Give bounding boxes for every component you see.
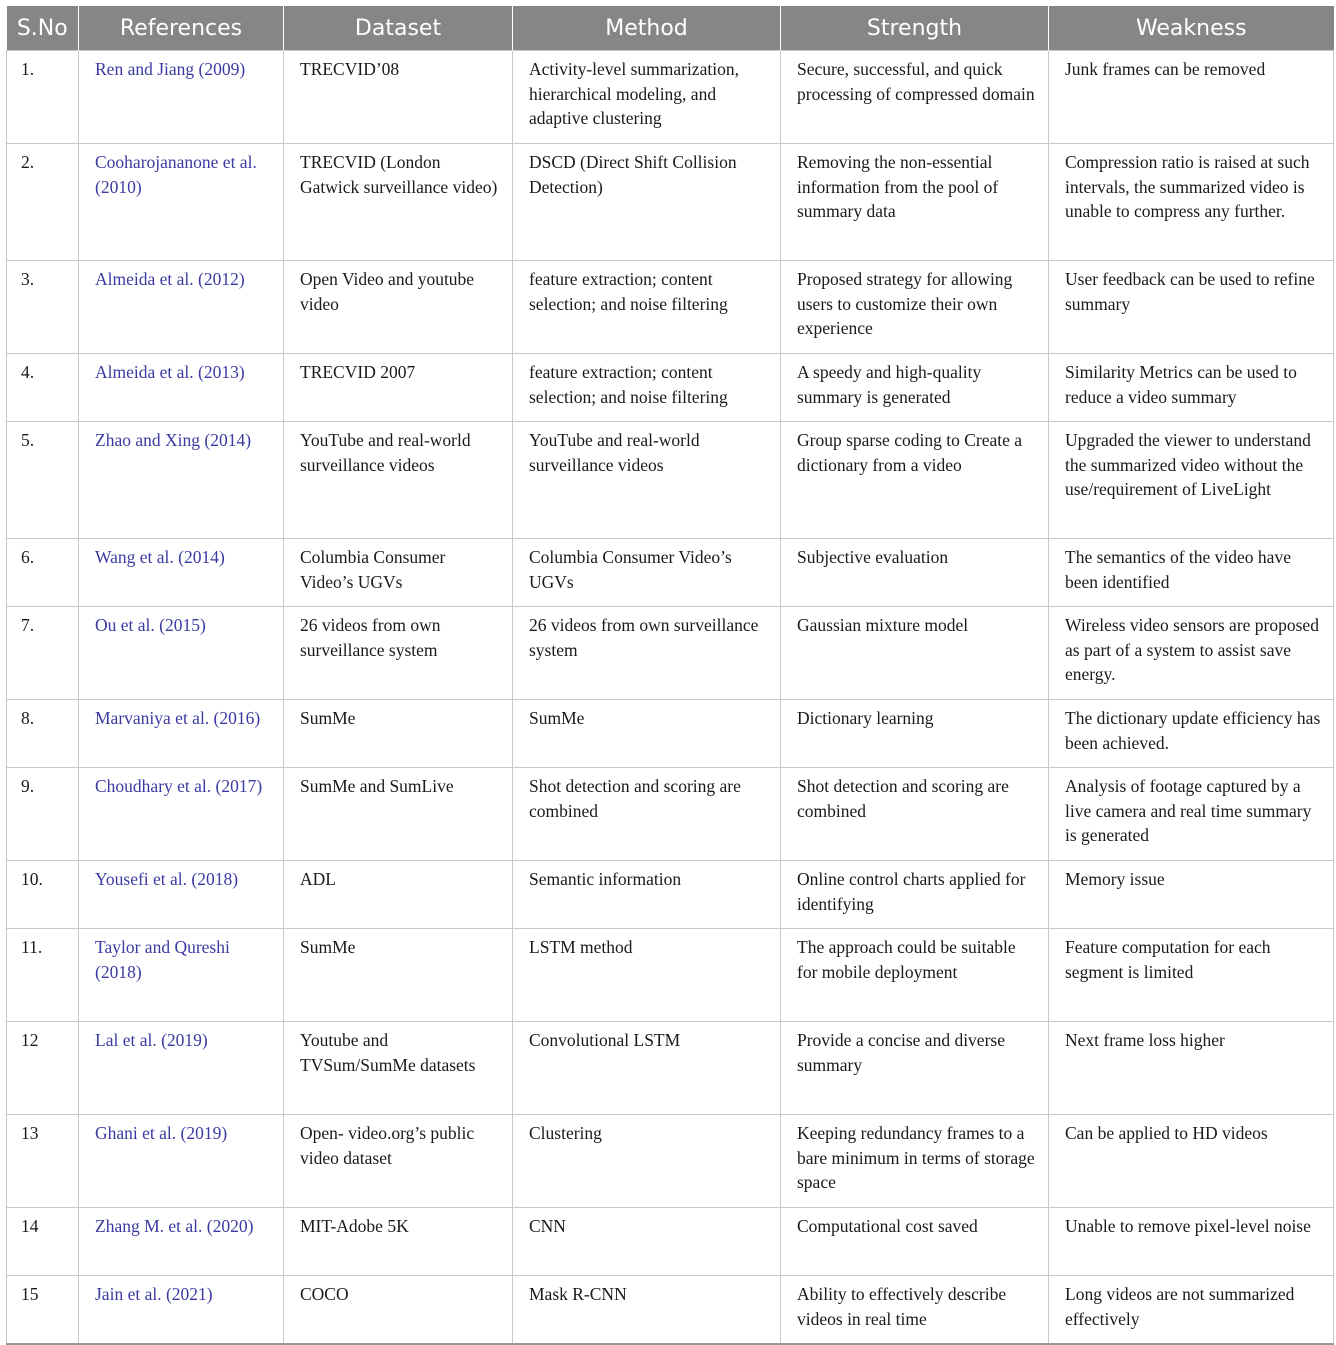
reference-year-link[interactable]: 2019 — [186, 1123, 222, 1143]
sno-cell: 13 — [7, 1115, 79, 1208]
reference-cell — [79, 1022, 284, 1115]
method-cell: DSCD (Direct Shift Collision Detection) — [513, 144, 781, 261]
table-row — [7, 768, 1334, 861]
reference-cell — [79, 354, 284, 422]
reference-year-link[interactable]: 2019 — [166, 1030, 202, 1050]
strength-cell: Group sparse coding to Create a dictionary from a video — [781, 422, 1049, 539]
weakness-cell: Compression ratio is raised at such intervals, the summarized video is unable to compress any further. — [1049, 144, 1334, 261]
reference-authors-link[interactable]: Almeida et al. ( — [95, 362, 204, 382]
method-cell: Shot detection and scoring are combined — [513, 768, 781, 861]
dataset-cell: SumMe — [284, 929, 513, 1022]
header-weakness: Weakness — [1049, 6, 1334, 51]
strength-cell: Provide a concise and diverse summary — [781, 1022, 1049, 1115]
table-row — [7, 354, 1334, 422]
reference-cell — [79, 607, 284, 700]
sno-cell: 9. — [7, 768, 79, 861]
strength-cell: Secure, successful, and quick processing of compressed domain — [781, 51, 1049, 144]
weakness-cell: Long videos are not summarized effectively — [1049, 1276, 1334, 1344]
reference-cell — [79, 768, 284, 861]
references-table — [6, 6, 1334, 1345]
sno-cell: 14 — [7, 1208, 79, 1276]
method-cell: feature extraction; content selection; and noise filtering — [513, 261, 781, 354]
sno-cell: 2. — [7, 144, 79, 261]
table-row — [7, 422, 1334, 539]
reference-authors-link[interactable]: Taylor and Qureshi ( — [95, 937, 230, 982]
reference-cell — [79, 861, 284, 929]
table-row — [7, 1115, 1334, 1208]
reference-authors-link[interactable]: Jain et al. ( — [95, 1284, 172, 1304]
method-cell: 26 videos from own surveillance system — [513, 607, 781, 700]
reference-year-link[interactable]: 2018 — [197, 869, 233, 889]
table-row — [7, 861, 1334, 929]
reference-authors-link[interactable]: Wang et al. ( — [95, 547, 184, 567]
sno-cell: 7. — [7, 607, 79, 700]
dataset-cell: YouTube and real-world surveillance videos — [284, 422, 513, 539]
dataset-cell: MIT-Adobe 5K — [284, 1208, 513, 1276]
dataset-cell: Open- video.org’s public video dataset — [284, 1115, 513, 1208]
reference-year-link[interactable]: 2020 — [212, 1216, 248, 1236]
reference-authors-link[interactable]: Ghani et al. ( — [95, 1123, 187, 1143]
sno-cell: 10. — [7, 861, 79, 929]
reference-cell — [79, 539, 284, 607]
weakness-cell: Upgraded the viewer to understand the summarized video without the use/requirement of LiveLight — [1049, 422, 1334, 539]
reference-cell — [79, 144, 284, 261]
weakness-cell: Analysis of footage captured by a live camera and real time summary is generated — [1049, 768, 1334, 861]
method-cell: Clustering — [513, 1115, 781, 1208]
table-row — [7, 700, 1334, 768]
sno-cell: 5. — [7, 422, 79, 539]
reference-close-paren: ) — [218, 547, 225, 567]
method-cell: Columbia Consumer Video’s UGVs — [513, 539, 781, 607]
reference-authors-link[interactable]: Ou et al. ( — [95, 615, 165, 635]
strength-cell: Ability to effectively describe videos in real time — [781, 1276, 1049, 1344]
reference-close-paren: ) — [206, 1284, 213, 1304]
reference-cell — [79, 1115, 284, 1208]
reference-authors-link[interactable]: Yousefi et al. ( — [95, 869, 198, 889]
reference-cell — [79, 51, 284, 144]
reference-year-link[interactable]: 2017 — [221, 776, 257, 796]
header-strength: Strength — [781, 6, 1049, 51]
reference-close-paren: ) — [256, 776, 263, 796]
reference-close-paren: ) — [254, 708, 261, 728]
sno-cell: 4. — [7, 354, 79, 422]
sno-cell: 11. — [7, 929, 79, 1022]
weakness-cell: Similarity Metrics can be used to reduce a video summary — [1049, 354, 1334, 422]
reference-close-paren: ) — [247, 1216, 254, 1236]
method-cell: Convolutional LSTM — [513, 1022, 781, 1115]
reference-close-paren: ) — [239, 59, 246, 79]
method-cell: Mask R-CNN — [513, 1276, 781, 1344]
strength-cell: A speedy and high-quality summary is generated — [781, 354, 1049, 422]
reference-authors-link[interactable]: Almeida et al. ( — [95, 269, 204, 289]
reference-close-paren: ) — [232, 869, 239, 889]
reference-year-link[interactable]: 2009 — [204, 59, 240, 79]
header-method: Method — [513, 6, 781, 51]
reference-year-link[interactable]: 2013 — [203, 362, 239, 382]
reference-close-paren: ) — [221, 1123, 228, 1143]
reference-cell — [79, 700, 284, 768]
reference-close-paren: ) — [199, 615, 206, 635]
reference-authors-link[interactable]: Choudhary et al. ( — [95, 776, 222, 796]
strength-cell: Keeping redundancy frames to a bare minimum in terms of storage space — [781, 1115, 1049, 1208]
table-row — [7, 144, 1334, 261]
dataset-cell: TRECVID’08 — [284, 51, 513, 144]
reference-year-link[interactable]: 2015 — [164, 615, 200, 635]
table-row — [7, 1276, 1334, 1344]
dataset-cell: SumMe and SumLive — [284, 768, 513, 861]
dataset-cell: TRECVID 2007 — [284, 354, 513, 422]
reference-authors-link[interactable]: Lal et al. ( — [95, 1030, 167, 1050]
reference-authors-link[interactable]: Marvaniya et al. ( — [95, 708, 220, 728]
weakness-cell: The semantics of the video have been identified — [1049, 539, 1334, 607]
sno-cell: 12 — [7, 1022, 79, 1115]
sno-cell: 6. — [7, 539, 79, 607]
table-row — [7, 261, 1334, 354]
method-cell: Activity-level summarization, hierarchical modeling, and adaptive clustering — [513, 51, 781, 144]
weakness-cell: Can be applied to HD videos — [1049, 1115, 1334, 1208]
strength-cell: Subjective evaluation — [781, 539, 1049, 607]
dataset-cell: TRECVID (London Gatwick surveillance video) — [284, 144, 513, 261]
reference-year-link[interactable]: 2014 — [183, 547, 219, 567]
header-row — [7, 6, 1334, 51]
reference-year-link[interactable]: 2021 — [171, 1284, 207, 1304]
reference-authors-link[interactable]: Zhao and Xing ( — [95, 430, 211, 450]
sno-cell: 8. — [7, 700, 79, 768]
reference-authors-link[interactable]: Zhang M. et al. ( — [95, 1216, 213, 1236]
strength-cell: The approach could be suitable for mobile deployment — [781, 929, 1049, 1022]
reference-cell — [79, 929, 284, 1022]
reference-cell — [79, 1208, 284, 1276]
table-row — [7, 929, 1334, 1022]
reference-close-paren: ) — [238, 269, 245, 289]
strength-cell: Removing the non-essential information from the pool of summary data — [781, 144, 1049, 261]
reference-close-paren: ) — [135, 176, 142, 197]
weakness-cell: Unable to remove pixel-level noise — [1049, 1208, 1334, 1276]
reference-year-link[interactable]: 2012 — [203, 269, 239, 289]
strength-cell: Online control charts applied for identifying — [781, 861, 1049, 929]
table-row — [7, 1208, 1334, 1276]
method-cell: YouTube and real-world surveillance videos — [513, 422, 781, 539]
header-sno: S.No — [7, 6, 79, 51]
table-row — [7, 1022, 1334, 1115]
weakness-cell: Next frame loss higher — [1049, 1022, 1334, 1115]
strength-cell: Proposed strategy for allowing users to customize their own experience — [781, 261, 1049, 354]
reference-authors-link[interactable]: Ren and Jiang ( — [95, 59, 205, 79]
table-header — [7, 6, 1334, 51]
sno-cell: 1. — [7, 51, 79, 144]
reference-year-link[interactable]: 2018 — [100, 961, 136, 982]
dataset-cell: ADL — [284, 861, 513, 929]
reference-close-paren: ) — [135, 961, 142, 982]
method-cell: LSTM method — [513, 929, 781, 1022]
table-row — [7, 51, 1334, 144]
reference-close-paren: ) — [238, 362, 245, 382]
weakness-cell: User feedback can be used to refine summary — [1049, 261, 1334, 354]
reference-close-paren: ) — [201, 1030, 208, 1050]
method-cell: CNN — [513, 1208, 781, 1276]
dataset-cell: Open Video and youtube video — [284, 261, 513, 354]
header-references: References — [79, 6, 284, 51]
dataset-cell: Columbia Consumer Video’s UGVs — [284, 539, 513, 607]
reference-cell — [79, 422, 284, 539]
reference-year-link[interactable]: 2010 — [100, 176, 136, 197]
strength-cell: Gaussian mixture model — [781, 607, 1049, 700]
strength-cell: Dictionary learning — [781, 700, 1049, 768]
sno-cell: 3. — [7, 261, 79, 354]
method-cell: feature extraction; content selection; and noise filtering — [513, 354, 781, 422]
dataset-cell: Youtube and TVSum/SumMe datasets — [284, 1022, 513, 1115]
table-row — [7, 539, 1334, 607]
strength-cell: Shot detection and scoring are combined — [781, 768, 1049, 861]
table-body — [7, 51, 1334, 1344]
reference-authors-link[interactable]: Cooharojananone et al. ( — [95, 152, 257, 197]
reference-cell — [79, 261, 284, 354]
header-dataset: Dataset — [284, 6, 513, 51]
weakness-cell: Memory issue — [1049, 861, 1334, 929]
sno-cell: 15 — [7, 1276, 79, 1344]
dataset-cell: COCO — [284, 1276, 513, 1344]
method-cell: Semantic information — [513, 861, 781, 929]
reference-year-link[interactable]: 2014 — [210, 430, 246, 450]
weakness-cell: The dictionary update efficiency has been achieved. — [1049, 700, 1334, 768]
weakness-cell: Wireless video sensors are proposed as part of a system to assist save energy. — [1049, 607, 1334, 700]
reference-year-link[interactable]: 2016 — [219, 708, 255, 728]
strength-cell: Computational cost saved — [781, 1208, 1049, 1276]
weakness-cell: Feature computation for each segment is limited — [1049, 929, 1334, 1022]
dataset-cell: 26 videos from own surveillance system — [284, 607, 513, 700]
reference-cell — [79, 1276, 284, 1344]
dataset-cell: SumMe — [284, 700, 513, 768]
reference-close-paren: ) — [245, 430, 252, 450]
method-cell: SumMe — [513, 700, 781, 768]
table-row — [7, 607, 1334, 700]
weakness-cell: Junk frames can be removed — [1049, 51, 1334, 144]
